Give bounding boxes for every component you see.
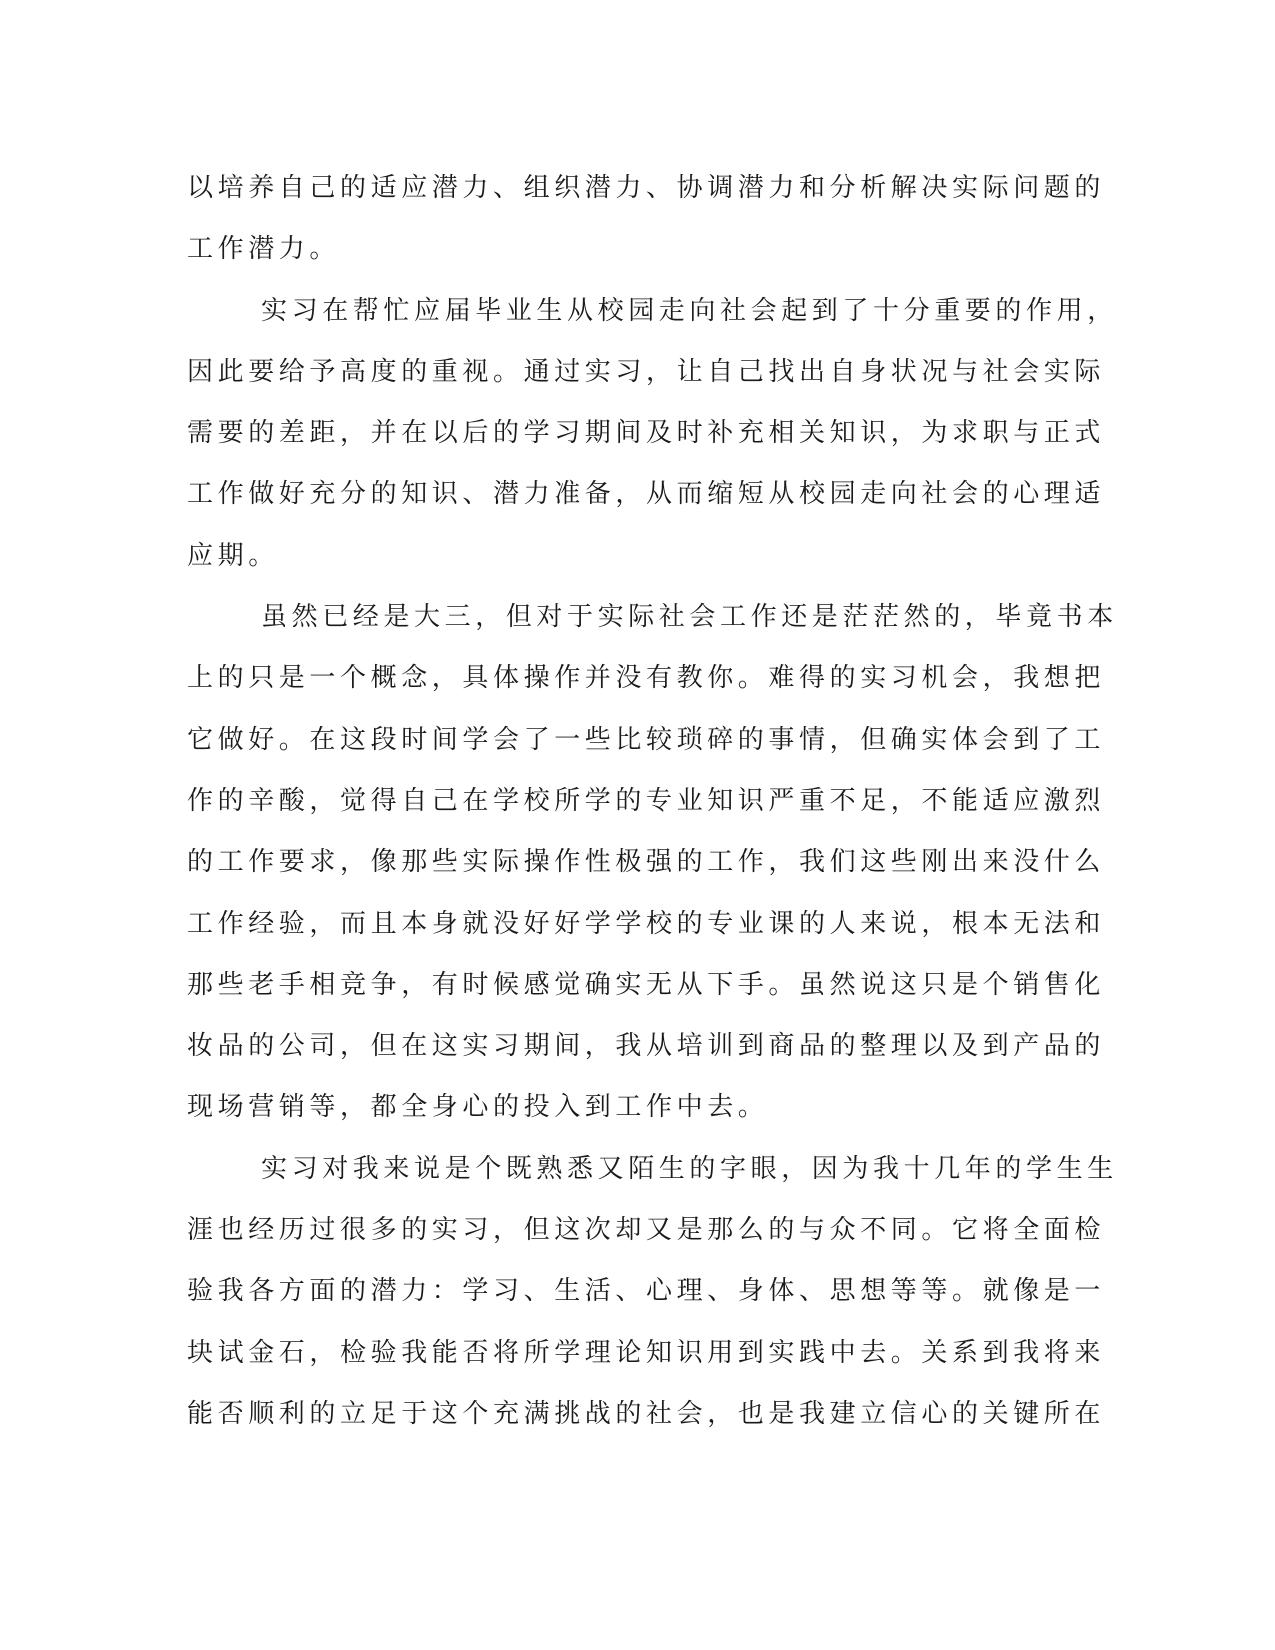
text-line: 以培养自己的适应潜力、组织潜力、协调潜力和分析解决实际问题的 [187,173,1106,203]
text-line: 应期。 [187,540,279,571]
text-line: 验我各方面的潜力：学习、生活、心理、身体、思想等等。就像是一 [187,1276,1106,1307]
paragraph-first-line: 实习对我来说是个既熟悉又陌生的字眼，因为我十几年的学生生 [261,1153,1118,1184]
text-line: 上的只是一个概念，具体操作并没有教你。难得的实习机会，我想把 [187,663,1106,694]
paragraph-first-line: 虽然已经是大三，但对于实际社会工作还是茫茫然的，毕竟书本 [261,602,1118,633]
text-line: 能否顺利的立足于这个充满挑战的社会，也是我建立信心的关键所在 [187,1398,1106,1429]
text-line: 的工作要求，像那些实际操作性极强的工作，我们这些刚出来没什么 [187,847,1106,878]
text-line: 现场营销等，都全身心的投入到工作中去。 [187,1092,769,1123]
text-line: 工作做好充分的知识、潜力准备，从而缩短从校园走向社会的心理适 [187,479,1106,510]
text-line: 妆品的公司，但在这实习期间，我从培训到商品的整理以及到产品的 [187,1031,1106,1062]
text-line: 需要的差距，并在以后的学习期间及时补充相关知识，为求职与正式 [187,418,1106,449]
text-line: 块试金石，检验我能否将所学理论知识用到实践中去。关系到我将来 [187,1337,1106,1368]
text-line: 那些老手相竞争，有时候感觉确实无从下手。虽然说这只是个销售化 [187,969,1106,1000]
paragraph-first-line: 实习在帮忙应届毕业生从校园走向社会起到了十分重要的作用， [261,295,1118,326]
text-line: 它做好。在这段时间学会了一些比较琐碎的事情，但确实体会到了工 [187,724,1106,755]
text-line: 工作经验，而且本身就没好好学学校的专业课的人来说，根本无法和 [187,908,1106,939]
text-line: 涯也经历过很多的实习，但这次却又是那么的与众不同。它将全面检 [187,1215,1106,1246]
text-line: 作的辛酸，觉得自己在学校所学的专业知识严重不足，不能适应激烈 [187,785,1106,816]
body-text [187,158,1118,1445]
text-line: 工作潜力。 [187,234,341,265]
text-line: 因此要给予高度的重视。通过实习，让自己找出自身状况与社会实际 [187,356,1106,387]
